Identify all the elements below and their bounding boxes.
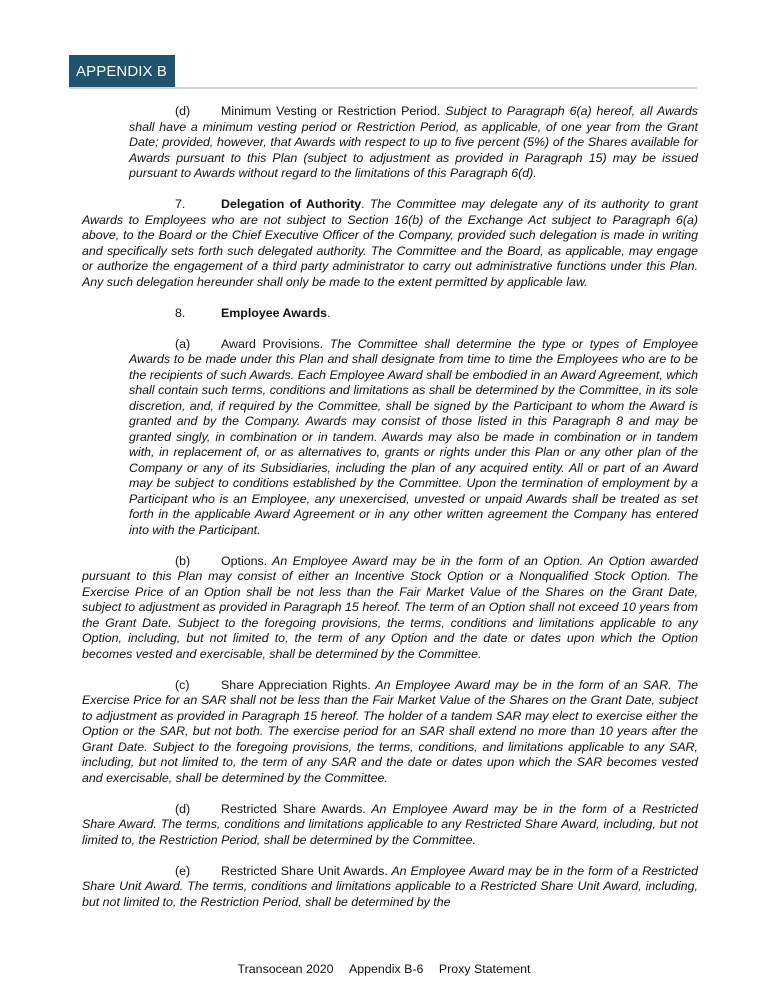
paragraph-8c	[82, 678, 698, 787]
section-7	[82, 197, 698, 290]
paragraph-8a	[129, 337, 698, 539]
section-number: 8.	[175, 305, 186, 320]
section-body: The Committee may delegate any of its authority to grant Awards to Employees who are not subject to Section 16(b) of the Exchange Act subject to Paragraph 6(a) above, to the Board or the Chief Executive Officer of the Company, provided such delegation is made in writing and specifically sets forth such delegated authority. The Committee and the Board, as applicable, may engage or authorize the engagement of a third party administrator to carry out administrative functions under this Plan. Any such delegation hereunder shall only be made to the extent permitted by applicable law.	[82, 197, 698, 289]
paragraph-title: Minimum Vesting or Restriction Period.	[221, 104, 441, 118]
paragraph-6d	[129, 104, 698, 182]
page-footer	[0, 962, 768, 976]
footer-company: Transocean 2020	[237, 962, 334, 976]
header-divider	[69, 87, 697, 89]
paragraph-marker: (e)	[175, 863, 191, 878]
paragraph-marker: (d)	[175, 801, 191, 816]
paragraph-body: Subject to Paragraph 6(a) hereof, all Awards shall have a minimum vesting period or Restriction Period, as applicable, of one year from the Grant Date; provided, however, that Awards with respect to up to five percent (5%) of the Shares available for Awards pursuant to this Plan (subject to adjustment as provided in Paragraph 15) may be issued pursuant to Awards without regard to the limitations of this Paragraph 6(d).	[129, 104, 698, 180]
paragraph-8b	[82, 554, 698, 663]
section-number: 7.	[175, 197, 186, 211]
section-title: Delegation of Authority	[221, 197, 362, 211]
document-body	[82, 104, 698, 926]
paragraph-title: Restricted Share Unit Awards.	[221, 863, 388, 878]
paragraph-body: An Employee Award may be in the form of an Option. An Option awarded pursuant to this Plan may consist of either an Incentive Stock Option or a Nonqualified Stock Option. The Exercise Price of an Option shall be not less than the Fair Market Value of the Shares on the Grant Date, subject to adjustment as provided in Paragraph 15 hereof. The term of an Option shall not exceed 10 years from the Grant Date. Subject to the foregoing provisions, the terms, conditions and limitations applicable to any Option, including, but not limited to, the term of any Option and the date or dates upon which the Option becomes vested and exercisable, shall be determined by the Committee.	[82, 553, 698, 661]
paragraph-marker: (d)	[175, 104, 191, 118]
paragraph-8e	[82, 864, 698, 911]
paragraph-title: Award Provisions.	[221, 336, 324, 351]
section-title-period: .	[361, 197, 365, 211]
paragraph-8d	[82, 802, 698, 849]
paragraph-body: An Employee Award may be in the form of an SAR. The Exercise Price for an SAR shall not be less than the Fair Market Value of the Shares on the Grant Date, subject to adjustment as provided in Paragraph 15 hereof. The holder of a tandem SAR may elect to exercise either the Option or the SAR, but not both. The exercise period for an SAR shall extend no more than 10 years after the Grant Date. Subject to the foregoing provisions, the terms, conditions, and limitations applicable to any SAR, including, but not limited to, the term of any SAR and the date or dates upon which the SAR becomes vested and exercisable, shall be determined by the Committee.	[82, 677, 698, 785]
paragraph-marker: (c)	[175, 677, 190, 692]
paragraph-marker: (b)	[175, 553, 191, 568]
paragraph-body: The Committee shall determine the type or types of Employee Awards to be made under this Plan and shall designate from time to time the Employees who are to be the recipients of such Awards. Each Employee Award shall be embodied in an Award Agreement, which shall contain such terms, conditions and limitations as shall be determined by the Committee, in its sole discretion, and, if required by the Committee, shall be signed by the Participant to whom the Award is granted and by the Company. Awards may consist of those listed in this Paragraph 8 and may be granted singly, in combination or in tandem. Awards may also be made in combination or in tandem with, in replacement of, or as alternatives to, grants or rights under this Plan or any other plan of the Company or any of its Subsidiaries, including the plan of any acquired entity. All or part of an Award may be subject to conditions established by the Committee. Upon the termination of employment by a Participant who is an Employee, any unexercised, unvested or unpaid Awards shall be treated as set forth in the applicable Award Agreement or in any other written agreement the Company has entered into with the Participant.	[129, 336, 698, 537]
footer-document-title: Proxy Statement	[438, 962, 531, 976]
footer-page-number: Appendix B-6	[348, 962, 424, 976]
paragraph-body: An Employee Award may be in the form of a Restricted Share Unit Award. The terms, conditions and limitations applicable to a Restricted Share Unit Award, including, but not limited to, the Restriction Period, shall be determined by the	[82, 863, 698, 909]
section-title-period: .	[327, 305, 331, 320]
paragraph-title: Options.	[221, 553, 268, 568]
section-title: Employee Awards	[221, 305, 328, 320]
paragraph-body: An Employee Award may be in the form of a Restricted Share Award. The terms, conditions and limitations applicable to any Restricted Share Award, including, but not limited to, the Restriction Period, shall be determined by the Committee.	[82, 801, 698, 847]
appendix-tab: APPENDIX B	[69, 55, 175, 88]
section-8-heading	[82, 306, 698, 322]
paragraph-title: Share Appreciation Rights.	[221, 677, 371, 692]
paragraph-title: Restricted Share Awards.	[221, 801, 366, 816]
paragraph-marker: (a)	[175, 336, 191, 351]
